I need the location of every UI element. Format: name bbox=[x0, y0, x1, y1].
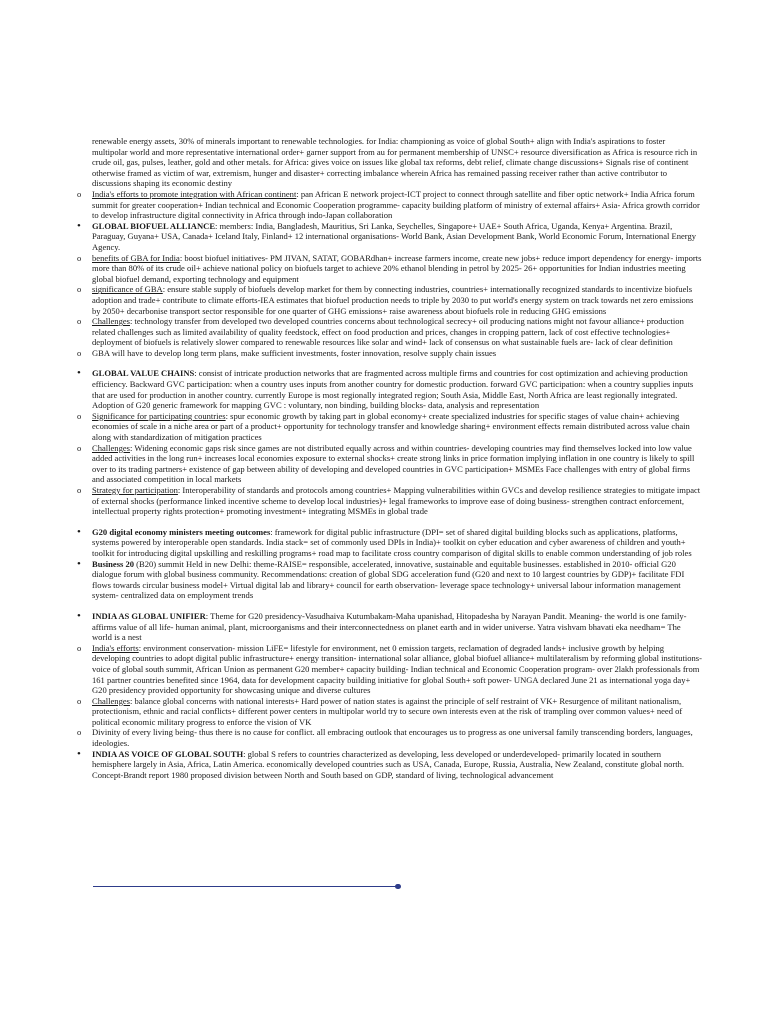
india-africa-label: India's efforts to promote integration with African continent bbox=[92, 188, 297, 199]
unifier-challenges-text: : balance global concerns with national interests+ Hard power of nation states is against the principle of self restraint of VK+ Resurgence of militant nationalism, protectionism, ethnic and racial conflicts+ different power centers in multipolar world try to secure own interests even at the risk of trampling over common values+ need of political economic military progress to enforce the vision of VK bbox=[92, 695, 683, 727]
unifier-challenges-label: Challenges bbox=[92, 695, 130, 706]
gba-challenges-label: Challenges bbox=[92, 316, 130, 327]
gvc-section bbox=[76, 368, 702, 516]
india-africa-text: : pan African E network project-ICT project to connect through satellite and fiber optic network+ India Africa forum summit for greater cooperation+ Indian technical and Economic Cooperation programme- capacity building platform of ministry of external affairs+ Asia- Africa growth corridor to develop infrastructure digital connectivity in Africa through indo-Japan collaboration bbox=[92, 188, 700, 221]
gvc-text: : consist of intricate production networks that are fragmented across multiple firms and countries for cost optimization and achieving production efficiency. Backward GVC participation: when a country uses inputs from another country for domestic production. forward GVC participation: when a country supplies inputs that are used for production in another country. currently Europe is most regionally integrated region; South Asia, Middle East, North Africa are least regionally integrated. Adoption of G20 generic framework for mapping GVC : voluntary, non binding, building blocks- data, analysis and representation bbox=[92, 368, 694, 411]
list-item-unifier bbox=[76, 611, 702, 643]
document-body bbox=[76, 136, 702, 780]
global-south-title: INDIA AS VOICE OF GLOBAL SOUTH bbox=[92, 748, 244, 759]
gba-plans-text: GBA will have to develop long term plans, make sufficient investments, foster innovation, resolve supply chain issues bbox=[92, 347, 497, 358]
gba-section bbox=[76, 221, 702, 359]
list-item-gba bbox=[76, 221, 702, 253]
list-item-gba-benefits bbox=[76, 253, 702, 285]
gba-title: GLOBAL BIOFUEL ALLIANCE bbox=[92, 220, 216, 231]
list-item-unifier-challenges bbox=[76, 696, 702, 728]
gvc-significance-label: Significance for participating countries bbox=[92, 410, 226, 421]
africa-list bbox=[76, 189, 702, 221]
list-item-gvc bbox=[76, 368, 702, 410]
gvc-strategy-text: : Interoperability of standards and protocols among countries+ Mapping vulnerabilities within GVCs and develop resilience strategies to mitigate impact of external shocks (performance linked incentive scheme to develop local industries)+ legal frameworks to improve ease of doing business- strengthen contract enforcement, intellectual property rights protection+ promoting investment+ integrating MSMEs in global trade bbox=[92, 485, 701, 517]
gvc-significance-text: : spur economic growth by taking part in global economy+ create specialized industries for specific stages of value chain+ achieving economies of scale in a niche area or part of a product+ opportunity for technology transfer and knowledge sharing+ environment effects remain distributed across value chain along with standardization of mitigation practices bbox=[92, 410, 690, 443]
gba-challenges-text: : technology transfer from developed two developed countries concerns about technological secrecy+ oil producing nations might not favour alliance+ production related challenges such as limited availability of quality feedstock, effect on food production and prices, changes in cropping pattern, lack of cost effective technologies+ deployment of biofuels is relatively slower compared to renewable resources like solar and wind+ lack of consensus on what sustainable fuels are- lack of clear definition bbox=[92, 316, 684, 348]
gvc-challenges-label: Challenges bbox=[92, 442, 130, 453]
list-item-gba-challenges bbox=[76, 316, 702, 348]
g20-section bbox=[76, 527, 702, 601]
footer-rule-endcap bbox=[395, 884, 401, 889]
list-item-global-south bbox=[76, 749, 702, 781]
unifier-divinity-text: Divinity of every living being- thus there is no cause for conflict. all embracing outlook that encourages us to progress as one universal family transcending borders, languages, ideologies. bbox=[92, 727, 693, 749]
list-item-g20 bbox=[76, 527, 702, 559]
list-item-unifier-efforts bbox=[76, 643, 702, 696]
list-item-gvc-strategy bbox=[76, 485, 702, 517]
gba-significance-text: : ensure stable supply of biofuels develop market for them by connecting industries, countries+ internationally recognized standards to incentivize biofuels adoption and trade+ contribute to climate efforts-IEA estimates that biofuel production needs to triple by 2030 to put world's energy system on track towards net zero emissions by 2050+ decarbonise transport sector responsible for one quarter of GHG emissions+ raise awareness about biofuels role in reducing GHG emissions bbox=[92, 284, 694, 316]
gvc-strategy-label: Strategy for participation bbox=[92, 485, 178, 495]
intro-paragraph: renewable energy assets, 30% of minerals important to renewable technologies. for India: championing as voice of global South+ align with India's aspirations to foster multipolar world and more representative international order+ garner support from au for permanent membership of UNSC+ resource diversification as Africa is resource rich in crude oil, gas, pulses, leather, gold and other metals. for Africa: gives voice on issues like global tax reforms, debt relief, climate change discussions+ Signals rise of continent otherwise framed as victim of war, extremism, hunger and disaster+ correcting imbalance wherein Africa has remained passing receiver rather than active contributor to discussions shaping its economic destiny bbox=[92, 136, 698, 189]
list-item-gba-plans bbox=[76, 348, 702, 359]
b20-title: Business 20 bbox=[92, 558, 135, 569]
list-item-gba-significance bbox=[76, 284, 702, 316]
g20-text: : framework for digital public infrastructure (DPI= set of shared digital building blocks such as applications, platforms, systems powered by interoperable open standards. India stack= set of commonly used DPIs in India)+ toolkit on cyber education and cyber awareness of children and youth+ toolkit for introducing digital upskilling and reskilling programs+ road map to facilitate cross country comparison of digital skills to enable common understanding of job roles bbox=[92, 526, 692, 558]
unifier-section bbox=[76, 611, 702, 781]
unifier-efforts-text: : environment conservation- mission LiFE= lifestyle for environment, net 0 emission targets, reclamation of degraded lands+ inclusive growth by helping developing countries to adopt digital public infrastructure+ energy transition- international solar alliance, global biofuel alliance+ multilateralism by reforming global institutions- voice of global south summit, African Union as permanent G20 member+ capacity building- Indian technical and Economic Cooperation program- over 2lakh professionals from 161 partner countries benefited since 1964, data for development capacity building initiative for global South+ soft power- UNGA declared June 21 as international yoga day+ G20 presidency provided opportunity for showcasing unique and diverse cultures bbox=[92, 642, 702, 696]
global-south-text: : global S refers to countries characterized as developing, less developed or underdeveloped- primarily located in southern hemisphere largely in Asia, Africa, Latin America. economically developed countries such as USA, Canada, Europe, Russia, Australia, New Zealand, constitute global north. Concept-Brandt report 1980 proposed division between North and South based on GDP, standard of living, technological advancement bbox=[92, 748, 685, 780]
g20-title: G20 digital economy ministers meeting outcomes bbox=[92, 526, 271, 537]
gba-significance-label: significance of GBA bbox=[92, 284, 163, 295]
unifier-efforts-label: India's efforts bbox=[92, 642, 139, 653]
list-item-b20 bbox=[76, 559, 702, 601]
list-item-gvc-significance bbox=[76, 411, 702, 443]
list-item-unifier-divinity bbox=[76, 727, 702, 748]
list-item-gvc-challenges bbox=[76, 443, 702, 485]
gvc-title: GLOBAL VALUE CHAINS bbox=[92, 368, 195, 379]
gba-benefits-text: : boost biofuel initiatives- PM JIVAN, SATAT, GOBARdhan+ increase farmers income, create new jobs+ reduce import dependency for energy- imports more than 80% of its crude oil+ achieve national policy on biofuels target to achieve 20% ethanol blending in petrol by 2025- 26+ opportunities for Indian industries meeting global biofuel demand, exporting technology and equipment bbox=[92, 252, 702, 284]
b20-text: (B20) summit Held in new Delhi: theme-RAISE= responsible, accelerated, innovative, sustainable and equitable businesses. established in 2010- official G20 dialogue forum with global business community. Recommendations: creation of global SDG acceleration fund (G20 and next to 10 largest countries by GDP)+ facilitate FDI flows towards circular business model+ Virtual digital lab and library+ council for earth observation- leverage space technology+ universal labour information management system- centralized data on employment trends bbox=[92, 558, 685, 601]
unifier-text: : Theme for G20 presidency-Vasudhaiva Kutumbakam-Maha upanishad, Hitopadesha by Narayan Pandit. Meaning- the world is one family- affirms value of all life- human animal, plant, microorganisms and their interconnectedness on planet earth and in wider universe. Yatra vishvam bhavati eka needham= The world is a nest bbox=[92, 610, 687, 643]
footer-rule bbox=[93, 886, 397, 887]
list-item-india-africa bbox=[76, 189, 702, 221]
gba-benefits-label: benefits of GBA for India bbox=[92, 252, 180, 263]
gvc-challenges-text: : Widening economic gaps risk since games are not distributed equally across and within countries- developing countries may find themselves locked into low value added activities in the long run+ increases local economies exposure to external shocks+ create strong links in price formation implying inflation in one country is likely to spill over to its trading partners+ existence of gap between ability of developing and developed countries in GVC participation+ MSMEs Face challenges with entry of global firms and associated competition in local markets bbox=[92, 442, 695, 485]
unifier-title: INDIA AS GLOBAL UNIFIER bbox=[92, 610, 206, 621]
gba-text: : members: India, Bangladesh, Mauritius, Sri Lanka, Seychelles, Singapore+ UAE+ South Africa, Uganda, Kenya+ Argentina. Brazil, Paraguay, Guyana+ USA, Canada+ Iceland Italy, Finland+ 12 international organisations- World Bank, Asian Development Bank, World Economic Forum, International Energy Agency. bbox=[92, 220, 697, 252]
